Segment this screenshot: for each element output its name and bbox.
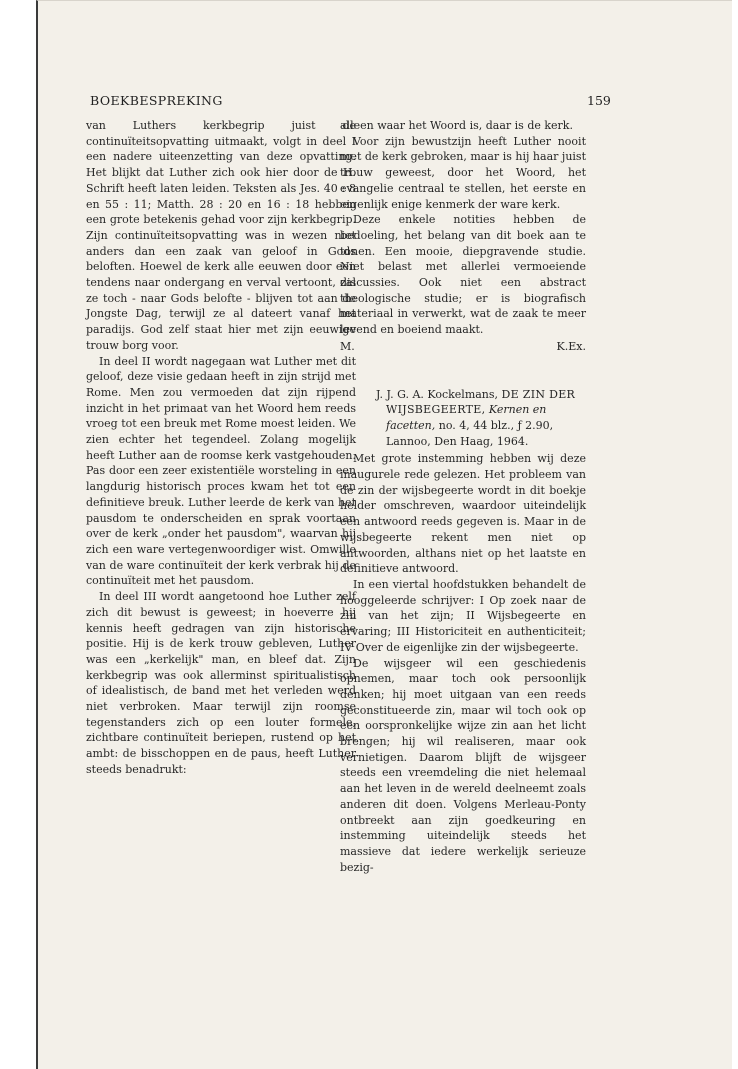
page-number: 159 — [587, 93, 611, 108]
right-column — [340, 118, 586, 875]
review-author: J. J. G. A. Kockelmans, — [376, 387, 499, 401]
review-signature — [340, 339, 586, 355]
review-book-title: DE ZIN DER WIJSBEGEERTE, — [386, 387, 576, 417]
paragraph: Deze enkele notities hebben de bedoeling, het belang van dit boek aan te tonen. Een mooie, diepgravende studie. Niet belast met allerlei vermoeiende discussies. Ook niet een abstract theologische studie; er is biografisch materiaal in verwerkt, wat de zaak te meer levend en boeiend maakt. — [340, 213, 586, 337]
paragraph: van Luthers kerkbegrip juist de continuïteitsopvatting uitmaakt, volgt in deel I een nadere uiteenzetting van deze opvatting. Het blijkt dat Luther zich ook hier door de H. Schrift heeft laten leiden. Teksten als Jes. 40 : 8 en 55 : 11; Matth. 28 : 20 en 16 : 18 hebben een grote betekenis gehad voor zijn kerkbegrip. Zijn continuïteitsopvatting was in wezen niet anders dan een zaak van geloof in Gods beloften. Hoewel de kerk alle eeuwen door een tendens naar ondergang en verval vertoont, zal ze toch - naar Gods belofte - blijven tot aan de Jongste Dag, terwijl ze al dateert vanaf het paradijs. God zelf staat hier met zijn eeuwige trouw borg voor. — [86, 119, 356, 352]
paragraph: De wijsgeer wil een geschiedenis opnemen, maar toch ook persoonlijk denken; hij moet uitgaan van een reeds geconstitueerde zin, maar wil toch ook op een oorspronkelijke wijze zin aan het licht brengen; hij wil realiseren, maar ook vernietigen. Daarom blijft de wijsgeer steeds een vreemdeling die niet helemaal aan het leven in de wereld deelneemt zoals anderen dit doen. Volgens Merleau-Ponty ontbreekt aan zijn goedkeuring en instemming uiteindelijk steeds het massieve dat iedere werkelijk serieuze bezig- — [340, 656, 586, 874]
signature-initial: M. — [340, 339, 355, 353]
paragraph: In deel II wordt nagegaan wat Luther met dit geloof, deze visie gedaan heeft in zijn strijd met Rome. Men zou vermoeden dat zijn rijpend inzicht in het primaat van het Woord hem reeds vroeg tot een breuk met Rome moest leiden. We zien echter het tegendeel. Zolang mogelijk heeft Luther aan de roomse kerk vastgehouden. Pas door een zeer existentiële worsteling in een langdurig historisch proces kwam het tot een definitieve breuk. Luther leerde de kerk van het pausdom te onderscheiden en sprak voortaan over de kerk „onder het pausdom", waarvan hij zich een ware vertegenwoordiger wist. Omwille van de ware continuïteit der kerk verbrak hij de continuïteit met het pausdom. — [86, 354, 356, 588]
signature-reviewer: K.Ex. — [556, 339, 586, 353]
paragraph: In deel III wordt aangetoond hoe Luther zelf zich dit bewust is geweest; in hoeverre hij kennis heeft gedragen van zijn historische positie. Hij is de kerk trouw gebleven, Luther was een „kerkelijk" man, en bleef dat. Zijn kerkbegrip was ook allerminst spiritualistisch of idealistisch, de band met het verleden werd niet verbroken. Maar terwijl zijn roomse tegenstanders zich op een louter formele, zichtbare continuïteit beriepen, rustend op het ambt: de bisschoppen en de paus, heeft Luther steeds benadrukt: — [86, 590, 356, 776]
paragraph: alleen waar het Woord is, daar is de kerk. — [340, 119, 573, 132]
running-head: BOEKBESPREKING — [90, 93, 223, 108]
paragraph: In een viertal hoofdstukken behandelt de hooggeleerde schrijver: I Op zoek naar de zin van het zijn; II Wijsbegeerte en ervaring; III Historiciteit en authenticiteit; IV Over de eigenlijke zin der wijsbegeerte. — [340, 577, 586, 654]
review-heading — [376, 387, 586, 450]
paragraph: Met grote instemming hebben wij deze inaugurele rede gelezen. Het probleem van de zin der wijsbegeerte wordt in dit boekje helder omschreven, waardoor uiteindelijk een antwoord reeds gegeven is. Maar in de wijsbegeerte rekent men niet op antwoorden, althans niet op het laatste en definitieve antwoord. — [340, 452, 586, 576]
paragraph: Voor zijn bewustzijn heeft Luther nooit met de kerk gebroken, maar is hij haar juist trouw geweest, door het Woord, het evangelie centraal te stellen, het eerste en eigenlijk enige kenmerk der ware kerk. — [340, 134, 586, 211]
review-details: no. 4, 44 blz., ƒ 2.90, Lannoo, Den Haag, 1964. — [386, 418, 554, 448]
book-page — [36, 0, 732, 1069]
left-column — [86, 118, 356, 778]
review-series: Kernen en facetten, — [386, 403, 547, 432]
